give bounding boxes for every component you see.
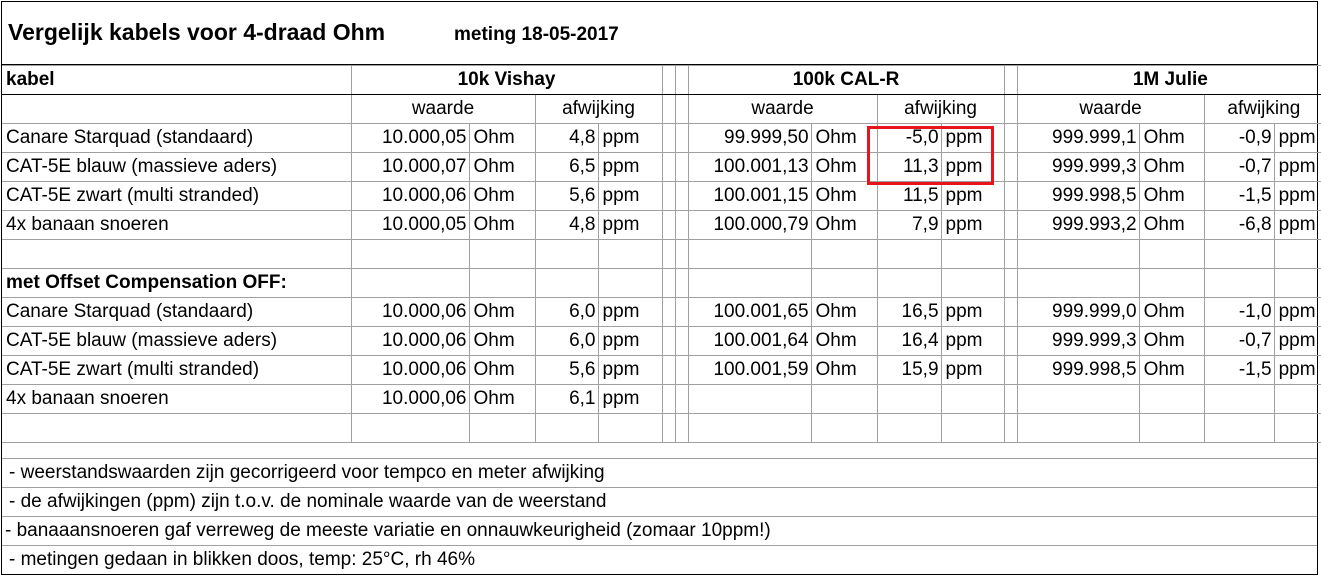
unit-ppm — [1274, 414, 1321, 443]
value-1m — [1017, 414, 1139, 443]
value-10k: 10.000,06 — [351, 182, 469, 211]
header-waarde-1m: waarde — [1017, 95, 1204, 124]
table-row — [2, 414, 1321, 443]
table-row — [2, 327, 1321, 356]
value-10k: 10.000,07 — [351, 153, 469, 182]
value-10k — [351, 269, 469, 298]
unit-ohm: Ohm — [1139, 211, 1204, 240]
unit-ohm: Ohm — [469, 356, 535, 385]
header-group-10k: 10k Vishay — [351, 66, 662, 95]
unit-ppm: ppm — [1274, 182, 1321, 211]
deviation-1m: -6,8 — [1204, 211, 1274, 240]
row-label — [2, 414, 351, 443]
unit-ohm: Ohm — [811, 182, 877, 211]
deviation-100k: 15,9 — [877, 356, 941, 385]
value-100k: 100.001,65 — [688, 298, 811, 327]
table-row — [2, 240, 1321, 269]
unit-ohm: Ohm — [1139, 124, 1204, 153]
unit-ohm — [1139, 385, 1204, 414]
value-1m: 999.999,0 — [1017, 298, 1139, 327]
row-label — [2, 240, 351, 269]
header-afwijking-1m: afwijking — [1204, 95, 1321, 124]
value-1m: 999.998,5 — [1017, 356, 1139, 385]
deviation-10k — [535, 240, 598, 269]
unit-ohm: Ohm — [1139, 182, 1204, 211]
notes — [2, 458, 1317, 574]
unit-ppm: ppm — [598, 327, 662, 356]
unit-ppm: ppm — [598, 298, 662, 327]
header-group-100k: 100k CAL-R — [688, 66, 1004, 95]
value-100k: 100.001,15 — [688, 182, 811, 211]
note-line: - weerstandswaarden zijn gecorrigeerd voor tempco en meter afwijking — [2, 458, 1317, 487]
unit-ohm — [811, 385, 877, 414]
value-100k: 100.001,59 — [688, 356, 811, 385]
header-group-1m: 1M Julie — [1017, 66, 1321, 95]
table-row — [2, 356, 1321, 385]
unit-ohm: Ohm — [469, 327, 535, 356]
note-line: - de afwijkingen (ppm) zijn t.o.v. de nominale waarde van de weerstand — [2, 487, 1317, 516]
deviation-100k: 7,9 — [877, 211, 941, 240]
deviation-1m — [1204, 240, 1274, 269]
unit-ppm: ppm — [941, 327, 1004, 356]
deviation-100k — [877, 385, 941, 414]
unit-ohm — [469, 269, 535, 298]
unit-ohm — [469, 414, 535, 443]
deviation-10k: 6,1 — [535, 385, 598, 414]
deviation-10k: 6,0 — [535, 298, 598, 327]
unit-ppm: ppm — [598, 356, 662, 385]
deviation-100k: 16,5 — [877, 298, 941, 327]
unit-ppm: ppm — [598, 124, 662, 153]
value-1m: 999.998,5 — [1017, 182, 1139, 211]
value-1m — [1017, 240, 1139, 269]
value-100k: 100.001,64 — [688, 327, 811, 356]
table-row — [2, 269, 1321, 298]
deviation-100k: 11,5 — [877, 182, 941, 211]
value-10k: 10.000,06 — [351, 327, 469, 356]
note-line: - metingen gedaan in blikken doos, temp: 25°C, rh 46% — [2, 545, 1317, 574]
deviation-100k: -5,0 — [877, 124, 941, 153]
row-label: CAT-5E zwart (multi stranded) — [2, 356, 351, 385]
deviation-10k: 6,0 — [535, 327, 598, 356]
unit-ohm — [1139, 240, 1204, 269]
unit-ohm: Ohm — [469, 153, 535, 182]
unit-ppm — [598, 240, 662, 269]
deviation-100k — [877, 414, 941, 443]
value-1m: 999.999,1 — [1017, 124, 1139, 153]
row-label: 4x banaan snoeren — [2, 385, 351, 414]
value-100k — [688, 385, 811, 414]
unit-ohm: Ohm — [811, 356, 877, 385]
unit-ohm — [1139, 414, 1204, 443]
unit-ohm: Ohm — [469, 124, 535, 153]
unit-ohm: Ohm — [1139, 153, 1204, 182]
unit-ppm: ppm — [598, 385, 662, 414]
unit-ppm: ppm — [941, 211, 1004, 240]
value-1m — [1017, 269, 1139, 298]
table-row — [2, 211, 1321, 240]
sheet-title: Vergelijk kabels voor 4-draad Ohm — [8, 19, 386, 45]
deviation-1m — [1204, 269, 1274, 298]
deviation-1m: -0,7 — [1204, 327, 1274, 356]
unit-ohm: Ohm — [1139, 327, 1204, 356]
value-10k: 10.000,06 — [351, 356, 469, 385]
title-row — [2, 2, 1317, 65]
row-label: Canare Starquad (standaard) — [2, 298, 351, 327]
table-row — [2, 124, 1321, 153]
deviation-100k — [877, 269, 941, 298]
unit-ppm — [941, 414, 1004, 443]
header-afwijking-10k: afwijking — [535, 95, 662, 124]
table-row — [2, 182, 1321, 211]
value-100k: 100.000,79 — [688, 211, 811, 240]
unit-ppm — [1274, 240, 1321, 269]
value-100k — [688, 414, 811, 443]
value-1m — [1017, 385, 1139, 414]
unit-ohm: Ohm — [469, 211, 535, 240]
row-label: 4x banaan snoeren — [2, 211, 351, 240]
header-row-groups — [2, 66, 1321, 95]
header-kabel: kabel — [2, 66, 351, 95]
table-row — [2, 385, 1321, 414]
deviation-1m: -0,9 — [1204, 124, 1274, 153]
header-waarde-100k: waarde — [688, 95, 877, 124]
value-10k: 10.000,06 — [351, 298, 469, 327]
value-10k — [351, 414, 469, 443]
unit-ppm: ppm — [598, 153, 662, 182]
value-100k — [688, 240, 811, 269]
unit-ppm: ppm — [1274, 356, 1321, 385]
unit-ohm: Ohm — [811, 153, 877, 182]
unit-ppm: ppm — [941, 356, 1004, 385]
unit-ohm: Ohm — [1139, 298, 1204, 327]
note-line: - banaaansnoeren gaf verreweg de meeste variatie en onnauwkeurigheid (zomaar 10ppm!) — [2, 516, 1317, 545]
value-1m: 999.999,3 — [1017, 327, 1139, 356]
row-label: met Offset Compensation OFF: — [2, 269, 351, 298]
unit-ohm: Ohm — [811, 327, 877, 356]
unit-ohm — [811, 414, 877, 443]
deviation-10k: 6,5 — [535, 153, 598, 182]
unit-ppm: ppm — [598, 211, 662, 240]
unit-ohm: Ohm — [811, 211, 877, 240]
unit-ohm — [811, 240, 877, 269]
spreadsheet — [1, 1, 1318, 575]
value-10k — [351, 240, 469, 269]
value-10k: 10.000,05 — [351, 124, 469, 153]
sheet-subtitle: meting 18-05-2017 — [454, 24, 619, 45]
unit-ohm — [811, 269, 877, 298]
row-label: CAT-5E zwart (multi stranded) — [2, 182, 351, 211]
value-10k: 10.000,06 — [351, 385, 469, 414]
deviation-1m: -1,5 — [1204, 182, 1274, 211]
unit-ppm: ppm — [1274, 153, 1321, 182]
deviation-100k: 16,4 — [877, 327, 941, 356]
value-1m: 999.999,3 — [1017, 153, 1139, 182]
deviation-1m: -1,5 — [1204, 356, 1274, 385]
deviation-100k: 11,3 — [877, 153, 941, 182]
deviation-1m — [1204, 385, 1274, 414]
unit-ohm: Ohm — [469, 298, 535, 327]
unit-ohm — [1139, 269, 1204, 298]
unit-ppm — [1274, 269, 1321, 298]
deviation-10k — [535, 269, 598, 298]
unit-ppm — [941, 385, 1004, 414]
row-label: Canare Starquad (standaard) — [2, 124, 351, 153]
unit-ppm — [598, 414, 662, 443]
deviation-10k: 4,8 — [535, 211, 598, 240]
unit-ppm: ppm — [941, 153, 1004, 182]
value-10k: 10.000,05 — [351, 211, 469, 240]
unit-ppm — [598, 269, 662, 298]
unit-ppm: ppm — [941, 298, 1004, 327]
unit-ppm — [1274, 385, 1321, 414]
deviation-10k: 4,8 — [535, 124, 598, 153]
value-100k — [688, 269, 811, 298]
deviation-1m: -0,7 — [1204, 153, 1274, 182]
unit-ohm: Ohm — [811, 298, 877, 327]
deviation-1m — [1204, 414, 1274, 443]
header-afwijking-100k: afwijking — [877, 95, 1004, 124]
unit-ppm: ppm — [1274, 327, 1321, 356]
unit-ppm: ppm — [598, 182, 662, 211]
deviation-10k — [535, 414, 598, 443]
value-100k: 99.999,50 — [688, 124, 811, 153]
deviation-100k — [877, 240, 941, 269]
measurement-table — [2, 65, 1321, 443]
deviation-10k: 5,6 — [535, 356, 598, 385]
unit-ppm — [941, 240, 1004, 269]
table-row — [2, 153, 1321, 182]
value-1m: 999.993,2 — [1017, 211, 1139, 240]
unit-ppm: ppm — [1274, 211, 1321, 240]
unit-ohm: Ohm — [469, 385, 535, 414]
deviation-1m: -1,0 — [1204, 298, 1274, 327]
unit-ohm — [469, 240, 535, 269]
unit-ohm: Ohm — [811, 124, 877, 153]
unit-ppm: ppm — [1274, 298, 1321, 327]
unit-ppm: ppm — [941, 124, 1004, 153]
unit-ohm: Ohm — [1139, 356, 1204, 385]
row-label: CAT-5E blauw (massieve aders) — [2, 327, 351, 356]
value-100k: 100.001,13 — [688, 153, 811, 182]
table-row — [2, 298, 1321, 327]
header-waarde-10k: waarde — [351, 95, 535, 124]
deviation-10k: 5,6 — [535, 182, 598, 211]
unit-ppm: ppm — [1274, 124, 1321, 153]
row-label: CAT-5E blauw (massieve aders) — [2, 153, 351, 182]
header-row-columns — [2, 95, 1321, 124]
unit-ohm: Ohm — [469, 182, 535, 211]
unit-ppm — [941, 269, 1004, 298]
unit-ppm: ppm — [941, 182, 1004, 211]
